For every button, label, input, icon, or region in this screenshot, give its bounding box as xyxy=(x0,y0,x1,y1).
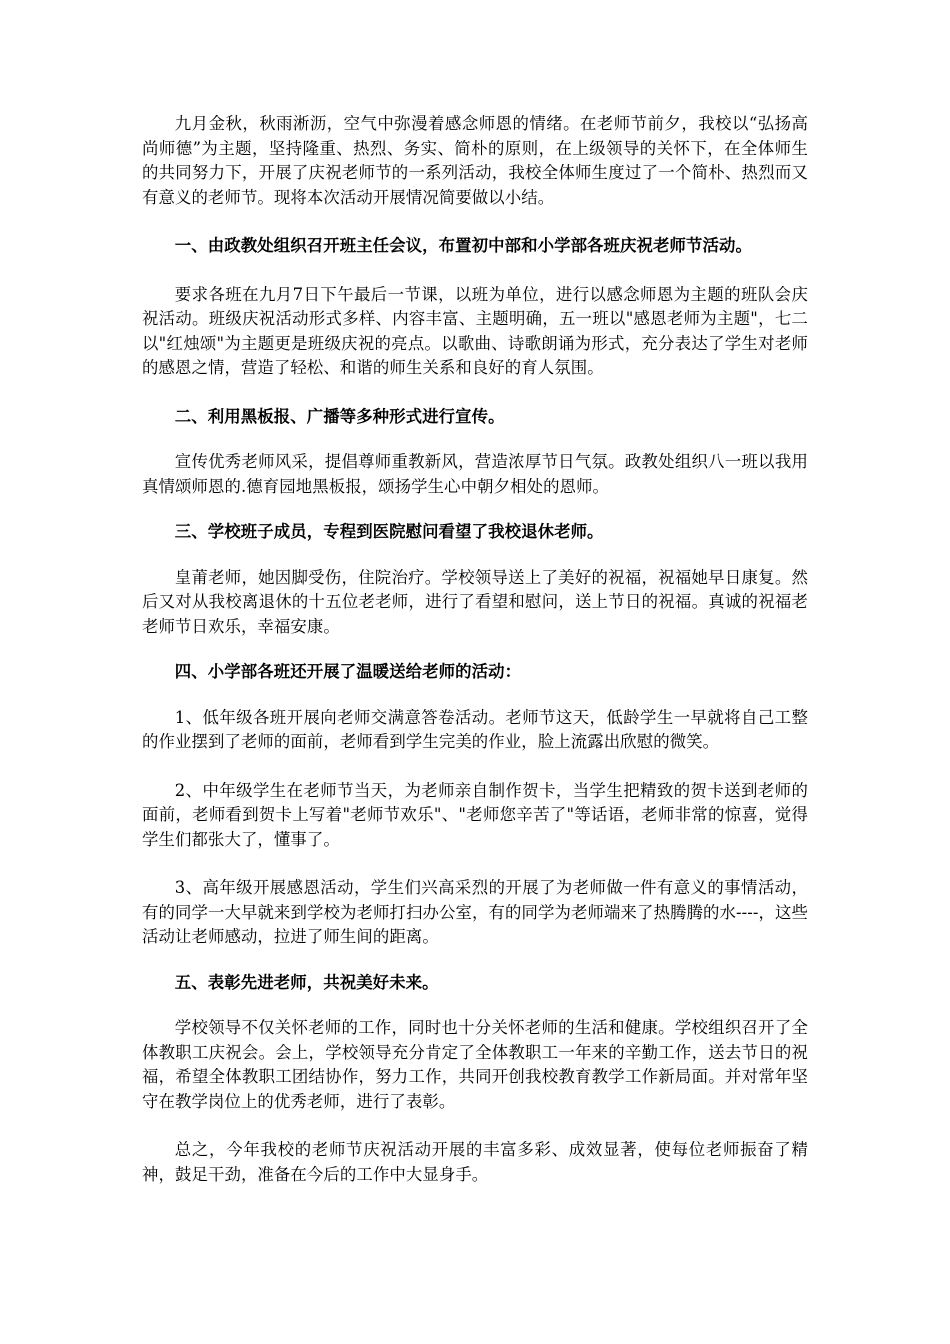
section-4-item-1: 1、低年级各班开展向老师交满意答卷活动。老师节这天，低龄学生一早就将自己工整的作业摆到了老师的面前，老师看到学生完美的作业，脸上流露出欣慰的微笑。 xyxy=(142,707,808,751)
document-page xyxy=(142,112,808,1187)
section-5-paragraph: 学校领导不仅关怀老师的工作，同时也十分关怀老师的生活和健康。学校组织召开了全体教职工庆祝会。会上，学校领导充分肯定了全体教职工一年来的辛勤工作，送去节日的祝福，希望全体教职工团结协作，努力工作，共同开创我校教育教学工作新局面。并对常年坚守在教学岗位上的优秀老师，进行了表彰。 xyxy=(142,1018,808,1111)
intro-paragraph: 九月金秋，秋雨淅沥，空气中弥漫着感念师恩的情绪。在老师节前夕，我校以“弘扬高尚师德”为主题，坚持隆重、热烈、务实、简朴的原则，在上级领导的关怀下，在全体师生的共同努力下，开展了庆祝老师节的一系列活动，我校全体师生度过了一个简朴、热烈而又有意义的老师节。现将本次活动开展情况简要做以小结。 xyxy=(142,114,808,207)
section-1-heading: 一、由政教处组织召开班主任会议，布置初中部和小学部各班庆祝老师节活动。 xyxy=(174,236,752,255)
conclusion-paragraph: 总之，今年我校的老师节庆祝活动开展的丰富多彩、成效显著，使每位老师振奋了精神，鼓足干劲，准备在今后的工作中大显身手。 xyxy=(142,1140,808,1184)
section-1-paragraph: 要求各班在九月7日下午最后一节课，以班为单位，进行以感念师恩为主题的班队会庆祝活动。班级庆祝活动形式多样、内容丰富、主题明确，五一班以"感恩老师为主题"，七二以"红烛颂"为主题更是班级庆祝的亮点。以歌曲、诗歌朗诵为形式，充分表达了学生对老师的感恩之情，营造了轻松、和谐的师生关系和良好的育人氛围。 xyxy=(142,284,808,377)
section-2-paragraph: 宣传优秀老师风采，提倡尊师重教新风，营造浓厚节日气氛。政教处组织八一班以我用真情颂师恩的.德育园地黑板报，颂扬学生心中朝夕相处的恩师。 xyxy=(142,452,808,496)
section-5-heading: 五、表彰先进老师，共祝美好未来。 xyxy=(174,972,439,992)
section-3-paragraph: 皇莆老师，她因脚受伤，住院治疗。学校领导送上了美好的祝福，祝福她早日康复。然后又对从我校离退休的十五位老老师，进行了看望和慰问，送上节日的祝福。真诚的祝福老老师节日欢乐，幸福安康。 xyxy=(142,567,808,636)
section-2-heading: 二、利用黑板报、广播等多种形式进行宣传。 xyxy=(174,406,505,426)
section-3-heading: 三、学校班子成员，专程到医院慰问看望了我校退休老师。 xyxy=(174,522,604,541)
section-4-item-2: 2、中年级学生在老师节当天，为老师亲自制作贺卡，当学生把精致的贺卡送到老师的面前，老师看到贺卡上写着"老师节欢乐"、"老师您辛苦了"等话语，老师非常的惊喜，觉得学生们都张大了，懂事了。 xyxy=(142,780,808,849)
section-4-item-3: 3、高年级开展感恩活动，学生们兴高采烈的开展了为老师做一件有意义的事情活动，有的同学一大早就来到学校为老师打扫办公室，有的同学为老师端来了热腾腾的水----，这些活动让老师感动，拉进了师生间的距离。 xyxy=(142,878,808,946)
section-4-heading: 四、小学部各班还开展了温暖送给老师的活动： xyxy=(174,662,522,681)
